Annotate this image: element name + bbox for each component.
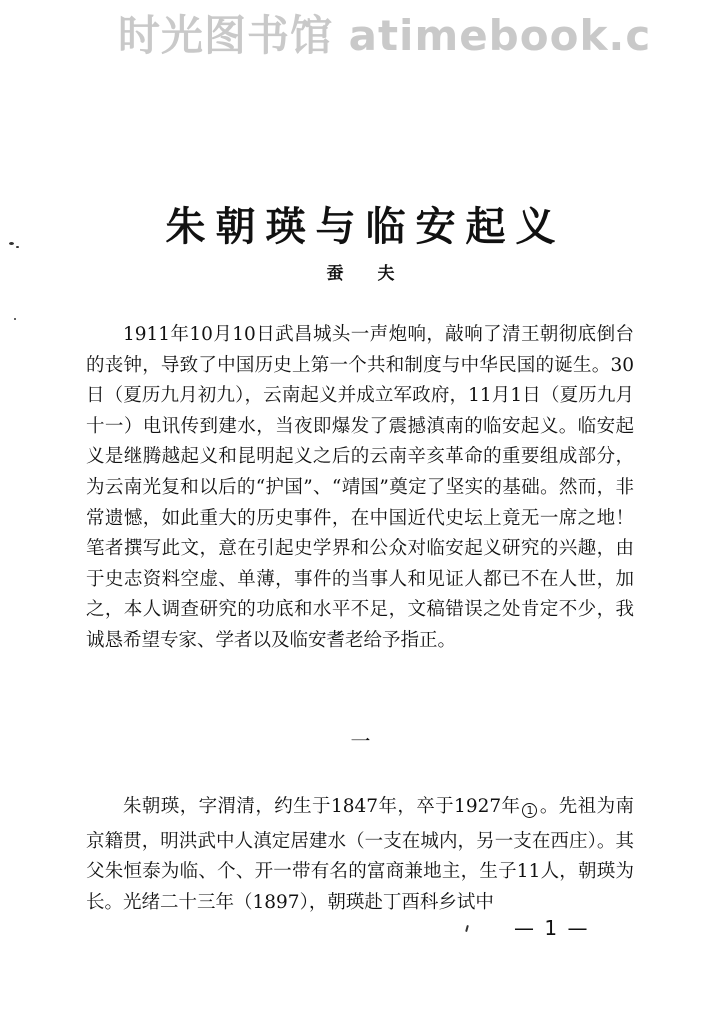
body-paragraph-section-1 — [86, 792, 634, 918]
scan-speck — [14, 318, 16, 320]
page-number: — 1 — — [514, 916, 590, 940]
article-title: 朱朝瑛与临安起义 — [165, 203, 566, 250]
paragraph-text-before-note: 朱朝瑛，字渭清，约生于1847年，卒于1927年 — [123, 796, 521, 817]
body-paragraph-intro: 1911年10月10日武昌城头一声炮响，敲响了清王朝彻底倒台的丧钟，导致了中国历史上第一个共和制度与中华民国的诞生。30日（夏历九月初九），云南起义并成立军政府，11月1日（夏历九月十一）电讯传到建水，当夜即爆发了震撼滇南的临安起义。临安起义是继腾越起义和昆明起义之后的云南辛亥革命的重要组成部分，为云南光复和以后的“护国”、“靖国”奠定了坚实的基础。然而，非常遗憾，如此重大的历史事件，在中国近代史坛上竟无一席之地！笔者撰写此文，意在引起史学界和公众对临安起义研究的兴趣，由于史志资料空虚、单薄，事件的当事人和见证人都已不在人世，加之，本人调查研究的功底和水平不足，文稿错误之处肯定不少，我诚恳希望专家、学者以及临安耆老给予指正。 — [86, 324, 634, 651]
article-author: 蚕 夫 — [326, 264, 409, 284]
paragraph-text-after-note: 。先祖为南京籍贯，明洪武中人滇定居建水（一支在城内，另一支在西庄）。其父朱恒泰为临、个、开一带有名的富商兼地主，生子11人，朝瑛为长。光绪二十三年（1897），朝瑛赴丁酉科乡试中 — [86, 796, 634, 913]
footnote-reference: 1 — [522, 803, 537, 818]
watermark-text: 时光图书馆 atimebook.c — [118, 11, 652, 60]
section-heading-number: 一 — [350, 729, 371, 753]
scan-speck — [465, 925, 469, 932]
